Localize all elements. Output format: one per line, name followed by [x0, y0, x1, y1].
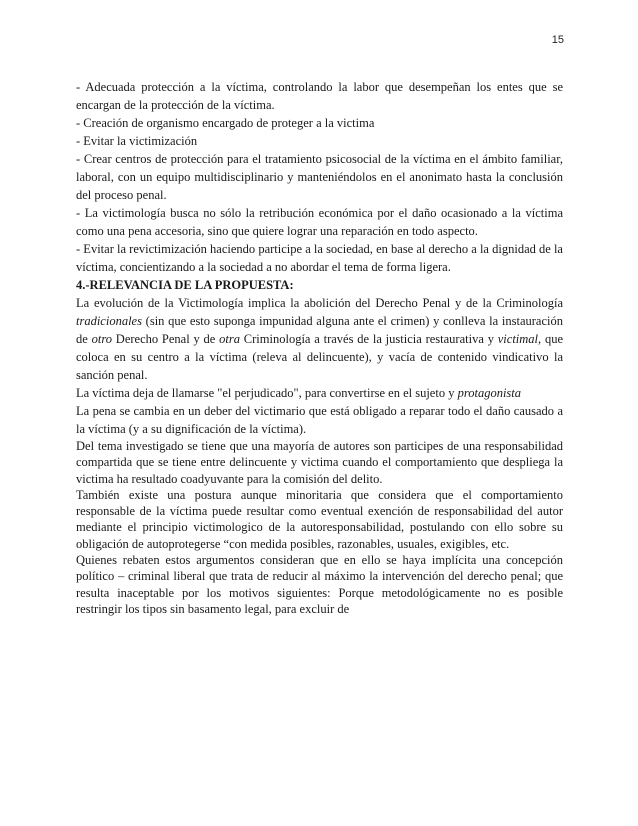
- paragraph-shared-responsibility: Del tema investigado se tiene que una mayoría de autores son participes de una responsabilidad compartida que se tiene entre delincuente y victima cuando el comportamiento que despliega la victima ha resultado coadyuvante para la comisión del delito.: [76, 439, 563, 486]
- list-item: - Adecuada protección a la víctima, controlando la labor que desempeñan los entes que se encargan de la protección de la víctima.: [76, 80, 563, 112]
- document-body: [76, 78, 563, 617]
- list-item: - Evitar la revictimización haciendo participe a la sociedad, en base al derecho a la dignidad de la víctima, concientizando a la sociedad a no abordar el tema de forma ligera.: [76, 242, 563, 274]
- paragraph-minority-view: También existe una postura aunque minoritaria que considera que el comportamiento responsable de la víctima puede resultar como eventual exención de responsabilidad del autor mediante el principio victimologico de la autoresponsabilidad, postulando con ello sobre su obligación de autoprotegerse “con medida posibles, razonables, usuales, exigibles, etc.: [76, 487, 563, 551]
- list-item: - Creación de organismo encargado de proteger a la victima: [76, 116, 375, 130]
- list-item: - Crear centros de protección para el tratamiento psicosocial de la víctima en el ámbito familiar, laboral, con un equipo multidisciplinario y manteniéndolos en el anonimato hasta la conclusión del proceso penal.: [76, 152, 563, 202]
- paragraph-counterarguments: Quienes rebaten estos argumentos consideran que en ello se haya implícita una concepción político – criminal liberal que trata de reducir al máximo la intervención del derecho penal; que resulta inaceptable por los motivos siguientes: Porque metodológicamente no es posible restringir los tipos sin basamento legal, para excluir de: [76, 553, 563, 616]
- paragraph-victim-role: La víctima deja de llamarse "el perjudicado", para convertirse en el sujeto y protagonista: [76, 386, 522, 400]
- list-item: - La victimología busca no sólo la retribución económica por el daño ocasionado a la víctima como una pena accesoria, sino que quiere lograr una reparación en todo aspecto.: [76, 206, 563, 238]
- proposal-list: [76, 78, 563, 276]
- list-item: - Evitar la victimización: [76, 134, 198, 148]
- section-heading: 4.-RELEVANCIA DE LA PROPUESTA:: [76, 278, 294, 292]
- page-number: 15: [551, 34, 564, 46]
- paragraph-evolution: La evolución de la Victimología implica la abolición del Derecho Penal y de la Criminología tradicionales (sin que esto suponga impunidad alguna ante el crimen) y conlleva la instauración de otro Derecho Penal y de otra Criminología a través de la justicia restaurativa y victimal, que coloca en su centro a la víctima (releva al delincuente), y vacía de contenido vindicativo la sanción penal.: [76, 296, 563, 382]
- paragraph-penalty: La pena se cambia en un deber del victimario que está obligado a reparar todo el daño causado a la víctima (y a su dignificación de la víctima).: [76, 404, 563, 436]
